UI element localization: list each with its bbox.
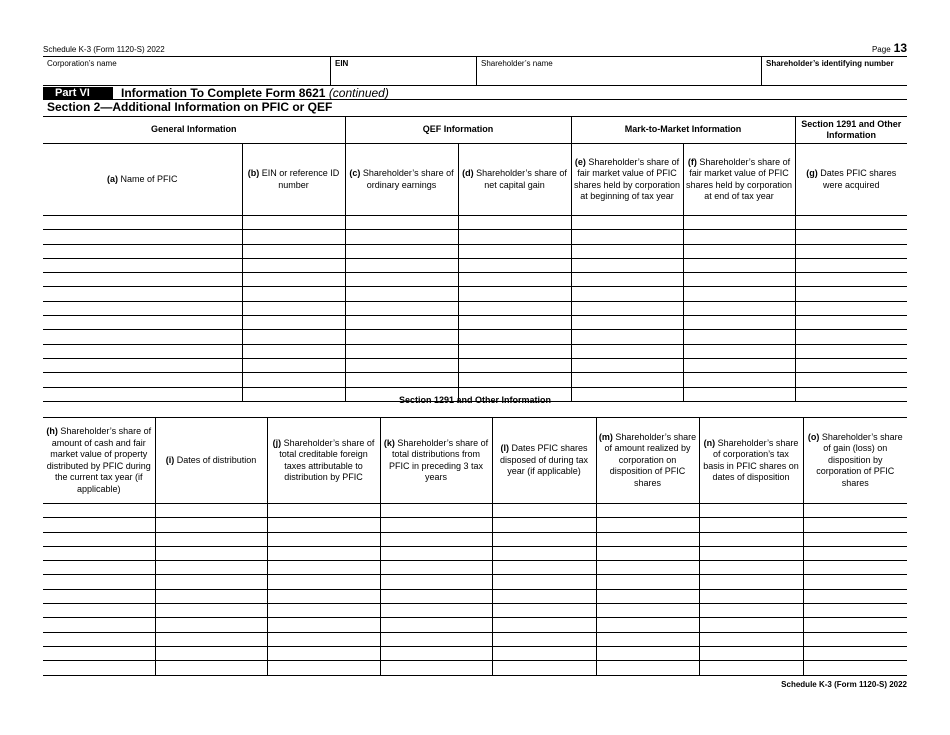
entry-cell-f[interactable] (683, 301, 795, 315)
entry-cell-h[interactable] (43, 604, 155, 618)
column-letter: (b) (247, 168, 260, 178)
entry-cell-m[interactable] (596, 518, 699, 532)
entry-cell-d[interactable] (458, 287, 571, 301)
entry-cell-n[interactable] (699, 546, 803, 560)
entry-cell-e[interactable] (571, 273, 683, 287)
entry-cell-g[interactable] (795, 244, 907, 258)
column-label: Shareholder’s share of fair market value of PFIC shares held by corporation at beginning of tax year (573, 156, 681, 201)
entry-cell-l[interactable] (492, 632, 596, 646)
entry-cell-n[interactable] (699, 632, 803, 646)
entry-cell-o[interactable] (803, 632, 907, 646)
entry-cell-f[interactable] (683, 373, 795, 387)
column-header-k (380, 418, 492, 504)
entry-cell-f[interactable] (683, 287, 795, 301)
identification-row (43, 56, 907, 86)
entry-cell-f[interactable] (683, 244, 795, 258)
entry-cell-d[interactable] (458, 330, 571, 344)
entry-cell-a[interactable] (43, 358, 242, 372)
entry-cell-f[interactable] (683, 230, 795, 244)
column-header-j (267, 418, 380, 504)
table-row (43, 230, 907, 244)
entry-cell-l[interactable] (492, 518, 596, 532)
entry-cell-a[interactable] (43, 216, 242, 230)
entry-cell-b[interactable] (242, 230, 345, 244)
entry-cell-i[interactable] (155, 546, 267, 560)
entry-cell-h[interactable] (43, 532, 155, 546)
column-label: Shareholder’s share of total creditable foreign taxes attributable to distribution by PFIC (279, 437, 375, 482)
group-mark-to-market-information: Mark-to-Market Information (571, 117, 795, 144)
entry-cell-o[interactable] (803, 618, 907, 632)
column-label: Shareholder’s share of net capital gain (473, 168, 567, 190)
entry-cell-d[interactable] (458, 344, 571, 358)
table-row (43, 561, 907, 575)
entry-cell-l[interactable] (492, 661, 596, 675)
entry-cell-d[interactable] (458, 258, 571, 272)
table-row (43, 589, 907, 603)
column-header-e (571, 144, 683, 216)
entry-cell-j[interactable] (267, 661, 380, 675)
entry-cell-d[interactable] (458, 316, 571, 330)
entry-cell-l[interactable] (492, 604, 596, 618)
table-row (43, 344, 907, 358)
column-letter: (h) (46, 426, 58, 436)
page-number (872, 41, 907, 55)
column-label: Shareholder’s share of fair market value of PFIC shares held by corporation at end of tax year (685, 156, 793, 201)
entry-cell-c[interactable] (345, 287, 458, 301)
table-row (43, 273, 907, 287)
column-header-a (43, 144, 242, 216)
entry-cell-b[interactable] (242, 258, 345, 272)
table-row (43, 518, 907, 532)
group-section-1291-information: Section 1291 and Other Information (795, 117, 907, 144)
entry-cell-f[interactable] (683, 216, 795, 230)
entry-cell-a[interactable] (43, 344, 242, 358)
entry-cell-i[interactable] (155, 589, 267, 603)
entry-cell-i[interactable] (155, 646, 267, 660)
column-letter: (g) (806, 168, 818, 178)
entry-cell-e[interactable] (571, 216, 683, 230)
entry-cell-e[interactable] (571, 244, 683, 258)
entry-cell-b[interactable] (242, 301, 345, 315)
entry-cell-e[interactable] (571, 358, 683, 372)
entry-cell-o[interactable] (803, 532, 907, 546)
column-header-f (683, 144, 795, 216)
entry-cell-l[interactable] (492, 575, 596, 589)
entry-cell-n[interactable] (699, 589, 803, 603)
page-label: Page (871, 45, 891, 54)
entry-cell-k[interactable] (380, 561, 492, 575)
entry-cell-o[interactable] (803, 575, 907, 589)
entry-cell-i[interactable] (155, 604, 267, 618)
entry-cell-j[interactable] (267, 504, 380, 518)
entry-cell-b[interactable] (242, 330, 345, 344)
entry-cell-h[interactable] (43, 504, 155, 518)
entry-cell-b[interactable] (242, 344, 345, 358)
entry-cell-c[interactable] (345, 344, 458, 358)
column-label: Shareholder’s share of amount realized by corporation on disposition of PFIC shares (604, 431, 697, 488)
entry-cell-h[interactable] (43, 632, 155, 646)
entry-cell-l[interactable] (492, 646, 596, 660)
entry-cell-k[interactable] (380, 575, 492, 589)
entry-cell-j[interactable] (267, 632, 380, 646)
entry-cell-j[interactable] (267, 618, 380, 632)
entry-cell-j[interactable] (267, 561, 380, 575)
entry-cell-i[interactable] (155, 575, 267, 589)
entry-cell-k[interactable] (380, 589, 492, 603)
entry-cell-a[interactable] (43, 244, 242, 258)
entry-cell-g[interactable] (795, 373, 907, 387)
column-letter: (m) (598, 431, 613, 442)
table-row (43, 575, 907, 589)
table-row (43, 646, 907, 660)
page-number-value: 13 (893, 41, 907, 55)
entry-cell-h[interactable] (43, 646, 155, 660)
entry-cell-k[interactable] (380, 504, 492, 518)
table-row (43, 287, 907, 301)
entry-cell-i[interactable] (155, 632, 267, 646)
column-letter: (a) (106, 173, 118, 184)
column-letter: (n) (703, 437, 716, 448)
entry-cell-l[interactable] (492, 532, 596, 546)
entry-cell-g[interactable] (795, 316, 907, 330)
entry-cell-i[interactable] (155, 518, 267, 532)
corporation-name-field[interactable]: Corporation’s name (47, 59, 117, 68)
entry-cell-o[interactable] (803, 589, 907, 603)
entry-cell-g[interactable] (795, 216, 907, 230)
section-1291-title: Section 1291 and Other Information (398, 395, 552, 405)
entry-cell-d[interactable] (458, 230, 571, 244)
column-header-b (242, 144, 345, 216)
entry-cell-h[interactable] (43, 546, 155, 560)
entry-cell-j[interactable] (267, 518, 380, 532)
column-header-d (458, 144, 571, 216)
entry-cell-k[interactable] (380, 618, 492, 632)
shareholder-id-field[interactable]: Shareholder’s identifying number (761, 57, 907, 85)
entry-cell-d[interactable] (458, 373, 571, 387)
part-header (43, 86, 907, 100)
entry-cell-l[interactable] (492, 589, 596, 603)
entry-cell-f[interactable] (683, 344, 795, 358)
entry-cell-n[interactable] (699, 575, 803, 589)
entry-cell-n[interactable] (699, 518, 803, 532)
entry-cell-c[interactable] (345, 258, 458, 272)
group-general-information: General Information (43, 117, 345, 144)
column-header-h (43, 418, 155, 504)
entry-cell-k[interactable] (380, 532, 492, 546)
entry-cell-h[interactable] (43, 661, 155, 675)
entry-cell-n[interactable] (699, 604, 803, 618)
entry-cell-g[interactable] (795, 358, 907, 372)
entry-cell-d[interactable] (458, 244, 571, 258)
entry-cell-e[interactable] (571, 344, 683, 358)
entry-cell-e[interactable] (571, 330, 683, 344)
column-letter: (o) (807, 431, 820, 442)
form-id: Schedule K-3 (Form 1120-S) 2022 (43, 45, 165, 54)
entry-cell-a[interactable] (43, 373, 242, 387)
column-letter: (d) (462, 168, 474, 178)
entry-cell-c[interactable] (345, 244, 458, 258)
section-title: Section 2—Additional Information on PFIC or QEF (47, 100, 333, 114)
entry-cell-e[interactable] (571, 301, 683, 315)
entry-cell-m[interactable] (596, 632, 699, 646)
entry-cell-c[interactable] (345, 358, 458, 372)
column-label: Dates of distribution (174, 454, 257, 465)
column-letter: (e) (574, 156, 586, 167)
entry-cell-m[interactable] (596, 646, 699, 660)
entry-cell-h[interactable] (43, 518, 155, 532)
entry-cell-l[interactable] (492, 504, 596, 518)
table-row (43, 373, 907, 387)
entry-cell-o[interactable] (803, 661, 907, 675)
shareholder-name-field[interactable]: Shareholder’s name (476, 57, 761, 85)
entry-cell-i[interactable] (155, 532, 267, 546)
entry-cell-g[interactable] (795, 258, 907, 272)
part-title: Information To Complete Form 8621 (continued) (121, 86, 389, 100)
column-label: Shareholder’s share of corporation’s tax basis in PFIC shares on dates of disposition (703, 437, 799, 482)
entry-cell-k[interactable] (380, 604, 492, 618)
part-badge: Part VI (43, 87, 113, 100)
table-row (43, 330, 907, 344)
entry-cell-e[interactable] (571, 258, 683, 272)
entry-cell-g[interactable] (795, 287, 907, 301)
table-row (43, 618, 907, 632)
entry-cell-c[interactable] (345, 273, 458, 287)
column-letter: (k) (383, 437, 395, 448)
column-letter: (i) (165, 454, 175, 465)
table-row (43, 244, 907, 258)
entry-cell-e[interactable] (571, 373, 683, 387)
entry-cell-c[interactable] (345, 216, 458, 230)
column-label: Shareholder’s share of ordinary earnings (360, 168, 454, 190)
entry-cell-l[interactable] (492, 618, 596, 632)
entry-cell-f[interactable] (683, 330, 795, 344)
column-header-g (795, 144, 907, 216)
entry-cell-i[interactable] (155, 561, 267, 575)
group-qef-information: QEF Information (345, 117, 571, 144)
column-label: Shareholder’s share of gain (loss) on disposition by corporation of PFIC shares (816, 431, 903, 488)
entry-cell-o[interactable] (803, 546, 907, 560)
entry-cell-f[interactable] (683, 316, 795, 330)
entry-cell-c[interactable] (345, 330, 458, 344)
entry-cell-o[interactable] (803, 504, 907, 518)
entry-cell-g[interactable] (795, 344, 907, 358)
entry-cell-j[interactable] (267, 589, 380, 603)
table-row (43, 661, 907, 675)
entry-cell-d[interactable] (458, 358, 571, 372)
table-row (43, 301, 907, 315)
entry-cell-m[interactable] (596, 504, 699, 518)
entry-cell-m[interactable] (596, 532, 699, 546)
entry-cell-o[interactable] (803, 561, 907, 575)
entry-cell-l[interactable] (492, 546, 596, 560)
entry-cell-k[interactable] (380, 632, 492, 646)
entry-cell-d[interactable] (458, 301, 571, 315)
entry-cell-h[interactable] (43, 618, 155, 632)
entry-cell-j[interactable] (267, 575, 380, 589)
entry-cell-e[interactable] (571, 287, 683, 301)
entry-cell-l[interactable] (492, 561, 596, 575)
entry-cell-b[interactable] (242, 244, 345, 258)
column-letter: (j) (272, 437, 282, 448)
entry-cell-e[interactable] (571, 316, 683, 330)
entry-cell-n[interactable] (699, 661, 803, 675)
entry-cell-m[interactable] (596, 589, 699, 603)
column-letter: (l) (500, 443, 509, 454)
entry-cell-n[interactable] (699, 532, 803, 546)
entry-cell-n[interactable] (699, 646, 803, 660)
entry-cell-m[interactable] (596, 546, 699, 560)
entry-cell-b[interactable] (242, 287, 345, 301)
table-row (43, 632, 907, 646)
column-label: Name of PFIC (117, 173, 178, 184)
entry-cell-k[interactable] (380, 546, 492, 560)
column-letter: (f) (687, 156, 697, 167)
column-label: Dates PFIC shares were acquired (817, 168, 897, 190)
entry-cell-n[interactable] (699, 561, 803, 575)
column-header-m (596, 418, 699, 504)
column-header-l (492, 418, 596, 504)
column-label: Shareholder’s share of amount of cash and fair market value of property distributed by PFIC during the current tax year (if applicable) (46, 426, 152, 494)
entry-cell-m[interactable] (596, 661, 699, 675)
entry-cell-j[interactable] (267, 646, 380, 660)
entry-cell-d[interactable] (458, 273, 571, 287)
entry-cell-f[interactable] (683, 358, 795, 372)
ein-field[interactable]: EIN (330, 57, 476, 85)
column-label: Shareholder’s share of total distributions from PFIC in preceding 3 tax years (388, 437, 489, 482)
table-row (43, 546, 907, 560)
entry-cell-f[interactable] (683, 258, 795, 272)
column-header-i (155, 418, 267, 504)
entry-cell-h[interactable] (43, 589, 155, 603)
entry-cell-a[interactable] (43, 273, 242, 287)
entry-cell-h[interactable] (43, 575, 155, 589)
entry-cell-c[interactable] (345, 316, 458, 330)
entry-cell-b[interactable] (242, 273, 345, 287)
entry-cell-h[interactable] (43, 561, 155, 575)
entry-cell-a[interactable] (43, 287, 242, 301)
column-label: EIN or reference ID number (259, 168, 340, 190)
footer-form-id: Schedule K-3 (Form 1120-S) 2022 (781, 680, 907, 689)
entry-cell-a[interactable] (43, 316, 242, 330)
entry-cell-m[interactable] (596, 561, 699, 575)
entry-cell-m[interactable] (596, 604, 699, 618)
entry-cell-o[interactable] (803, 646, 907, 660)
entry-cell-g[interactable] (795, 301, 907, 315)
entry-cell-i[interactable] (155, 661, 267, 675)
entry-cell-g[interactable] (795, 230, 907, 244)
table-row (43, 358, 907, 372)
entry-cell-c[interactable] (345, 301, 458, 315)
entry-cell-n[interactable] (699, 504, 803, 518)
entry-cell-e[interactable] (571, 230, 683, 244)
column-header-n (699, 418, 803, 504)
entry-cell-g[interactable] (795, 330, 907, 344)
table-row (43, 316, 907, 330)
entry-cell-b[interactable] (242, 316, 345, 330)
entry-cell-m[interactable] (596, 618, 699, 632)
entry-cell-j[interactable] (267, 604, 380, 618)
entry-cell-b[interactable] (242, 216, 345, 230)
entry-cell-g[interactable] (795, 273, 907, 287)
entry-cell-b[interactable] (242, 358, 345, 372)
column-letter: (c) (349, 168, 361, 178)
entry-cell-j[interactable] (267, 532, 380, 546)
entry-cell-a[interactable] (43, 301, 242, 315)
table-row (43, 216, 907, 230)
entry-cell-a[interactable] (43, 258, 242, 272)
entry-cell-a[interactable] (43, 330, 242, 344)
entry-cell-i[interactable] (155, 618, 267, 632)
entry-cell-k[interactable] (380, 661, 492, 675)
entry-cell-a[interactable] (43, 230, 242, 244)
entry-cell-f[interactable] (683, 273, 795, 287)
table-row (43, 504, 907, 518)
column-header-o (803, 418, 907, 504)
column-header-c (345, 144, 458, 216)
entry-cell-m[interactable] (596, 575, 699, 589)
entry-cell-c[interactable] (345, 230, 458, 244)
entry-cell-o[interactable] (803, 604, 907, 618)
table-row (43, 532, 907, 546)
pfic-table-2 (43, 417, 907, 676)
entry-cell-o[interactable] (803, 518, 907, 532)
entry-cell-c[interactable] (345, 373, 458, 387)
entry-cell-k[interactable] (380, 518, 492, 532)
entry-cell-j[interactable] (267, 546, 380, 560)
table-row (43, 258, 907, 272)
pfic-table-1 (43, 116, 907, 402)
entry-cell-i[interactable] (155, 504, 267, 518)
entry-cell-n[interactable] (699, 618, 803, 632)
entry-cell-b[interactable] (242, 373, 345, 387)
entry-cell-d[interactable] (458, 216, 571, 230)
column-label: Dates PFIC shares disposed of during tax year (if applicable) (499, 443, 589, 477)
table-row (43, 604, 907, 618)
entry-cell-k[interactable] (380, 646, 492, 660)
